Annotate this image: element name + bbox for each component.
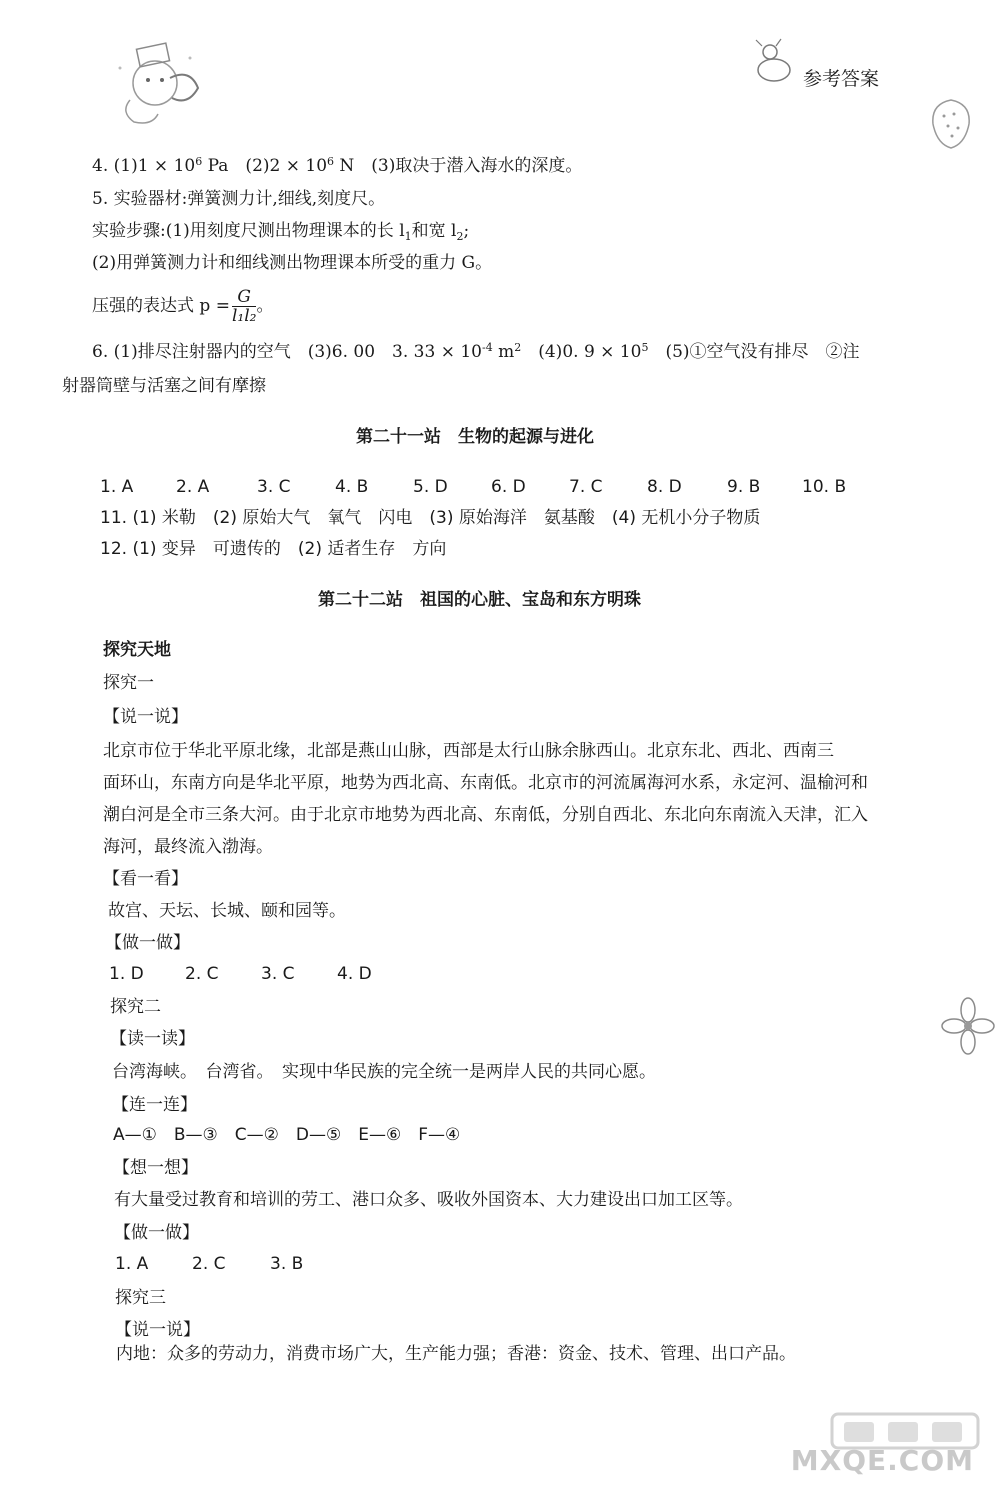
mc-answer: 2. A — [176, 477, 210, 497]
look-label: 【看一看】 — [103, 869, 188, 889]
explore1-label: 探究一 — [103, 673, 154, 693]
connect-label: 【连一连】 — [112, 1095, 197, 1115]
station21-mc-answers — [100, 476, 846, 498]
station21-title: 第二十一站 生物的起源与进化 — [356, 427, 594, 447]
mc-answer: 6. D — [491, 477, 526, 497]
think-text: 有大量受过教育和培训的劳工、港口众多、吸收外国资本、大力建设出口加工区等。 — [114, 1190, 743, 1210]
station21-q11: 11. (1) 米勒 (2) 原始大气 氧气 闪电 (3) 原始海洋 氨基酸 (4) 无机小分子物质 — [100, 508, 761, 528]
say2-label: 【说一说】 — [115, 1320, 200, 1340]
mc-answer: 7. C — [569, 477, 603, 497]
answer-q5-steps: 实验步骤:(1)用刻度尺测出物理课本的长 $l_1$和宽 $l_2$; — [92, 221, 470, 243]
answer-q6-line2: 射器筒壁与活塞之间有摩擦 — [62, 376, 266, 396]
say1-line: 潮白河是全市三条大河。由于北京市地势为西北高、东南低，分别自西北、东北向东南流入天津，汇入 — [103, 805, 868, 825]
answer-q4: 4. $(1)1 \times 10^6$ Pa $(2)2 \times 10^6$ N (3)取决于潜入海水的深度。 — [92, 155, 583, 176]
do-answer: 3. B — [270, 1254, 304, 1274]
say2-text: 内地：众多的劳动力，消费市场广大，生产能力强；香港：资金、技术、管理、出口产品。 — [116, 1344, 796, 1364]
mc-answer: 10. B — [802, 477, 847, 497]
do-answer: 2. C — [185, 964, 219, 984]
say1-line: 面环山，东南方向是华北平原，地势为西北高、东南低。北京市的河流属海河水系，永定河、温榆河和 — [103, 773, 868, 793]
do1-label: 【做一做】 — [105, 933, 190, 953]
look-text: 故宫、天坛、长城、颐和园等。 — [108, 901, 346, 921]
say1-label: 【说一说】 — [103, 707, 188, 727]
watermark-text: MXQE.COM — [790, 1444, 974, 1477]
answer-q6-line1: 6. (1)排尽注射器内的空气 (3)6. 00 3. $33 \times 10^{-4}$ $m^2$ (4)0. $9 \times 10^5$ (5)①空气没有排尽 ②注 — [92, 341, 860, 362]
header-chick-icon — [748, 36, 800, 86]
read-label: 【读一读】 — [110, 1029, 195, 1049]
connect-text: A—① B—③ C—② D—⑤ E—⑥ F—④ — [113, 1125, 461, 1145]
mc-answer: 5. D — [413, 477, 448, 497]
say1-line: 北京市位于华北平原北缘，北部是燕山山脉，西部是太行山脉余脉西山。北京东北、西北、西南三 — [103, 741, 834, 761]
pressure-fraction: $\frac{G}{\text{l₁l₂}}$ — [231, 287, 257, 326]
do1-answers — [109, 963, 372, 985]
read-text: 台湾海峡。 台湾省。 实现中华民族的完全统一是两岸人民的共同心愿。 — [112, 1062, 656, 1082]
station21-q12: 12. (1) 变异 可遗传的 (2) 适者生存 方向 — [100, 539, 447, 559]
think-label: 【想一想】 — [113, 1158, 198, 1178]
mc-answer: 9. B — [727, 477, 761, 497]
do2-label: 【做一做】 — [114, 1223, 199, 1243]
do2-answers — [115, 1253, 303, 1275]
strawberry-icon — [928, 90, 974, 150]
mc-answer: 8. D — [647, 477, 682, 497]
mc-answer: 4. B — [335, 477, 369, 497]
mc-answer: 3. C — [257, 477, 291, 497]
section-heading: 探究天地 — [103, 640, 171, 660]
explore2-label: 探究二 — [110, 997, 161, 1017]
do-answer: 1. A — [115, 1254, 149, 1274]
do-answer: 3. C — [261, 964, 295, 984]
cartoon-illustration — [110, 38, 205, 128]
answer-q5-formula: 压强的表达式 p = $\frac{G}{\text{l₁l₂}}$ 。 — [92, 287, 274, 326]
mc-answer: 1. A — [100, 477, 134, 497]
do-answer: 4. D — [337, 964, 372, 984]
flower-icon — [940, 992, 998, 1064]
say1-line: 海河，最终流入渤海。 — [103, 837, 273, 857]
explore3-label: 探究三 — [115, 1288, 166, 1308]
do-answer: 1. D — [109, 964, 144, 984]
answer-q5: 5. 实验器材:弹簧测力计,细线,刻度尺。 — [92, 189, 386, 209]
station22-title: 第二十二站 祖国的心脏、宝岛和东方明珠 — [318, 590, 641, 610]
do-answer: 2. C — [192, 1254, 226, 1274]
header-label: 参考答案 — [803, 68, 880, 90]
answer-q5-step2: (2)用弹簧测力计和细线测出物理课本所受的重力 G。 — [92, 253, 493, 273]
